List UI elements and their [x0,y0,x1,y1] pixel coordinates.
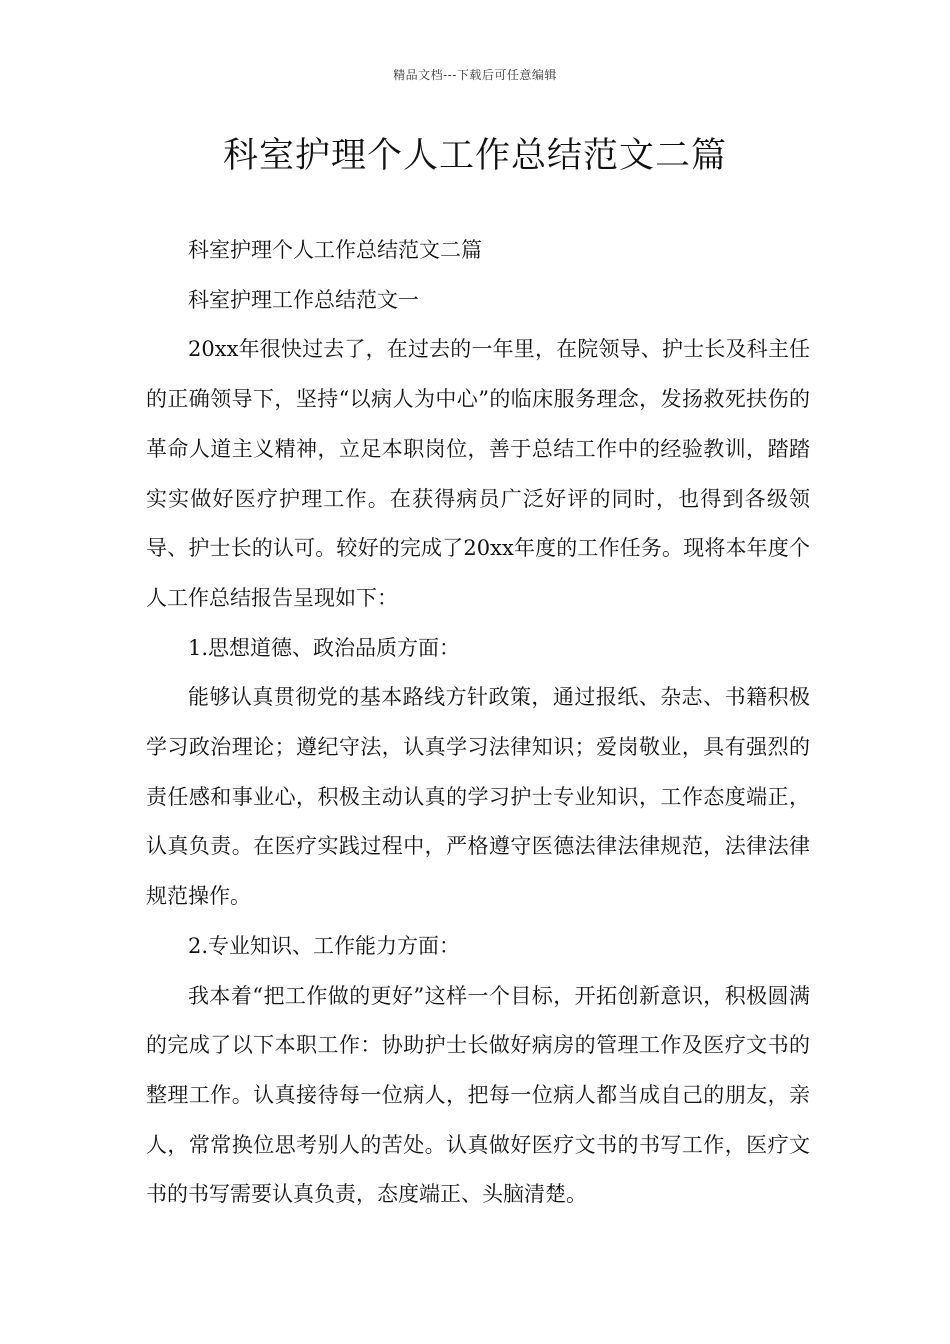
paragraph-skills: 我本着“把工作做的更好”这样一个目标，开拓创新意识，积极圆满的完成了以下本职工作：协助护士长做好病房的管理工作及医疗文书的整理工作。认真接待每一位病人，把每一位病人都当成自己的朋友，亲人，常常换位思考别人的苦处。认真做好医疗文书的书写工作，医疗文书的书写需要认真负责，态度端正、头脑清楚。 [146,983,810,1207]
document-body [146,226,810,1220]
paragraph-heading-2: 2.专业知识、工作能力方面： [188,933,461,958]
paragraph-heading-1: 1.思想道德、政治品质方面： [188,635,461,660]
paragraph-section-heading: 科室护理工作总结范文一 [188,287,419,312]
paragraph-intro: 20xx年很快过去了，在过去的一年里，在院领导、护士长及科主任的正确领导下，坚持“以病人为中心”的临床服务理念，发扬救死扶伤的革命人道主义精神，立足本职岗位，善于总结工作中的经验教训，踏踏实实做好医疗护理工作。在获得病员广泛好评的同时，也得到各级领导、护士长的认可。较好的完成了20xx年度的工作任务。现将本年度个人工作总结报告呈现如下： [146,337,810,610]
paragraph-subtitle: 科室护理个人工作总结范文二篇 [188,238,482,262]
document-title: 科室护理个人工作总结范文二篇 [222,136,727,176]
header-note: 精品文档---下载后可任意编辑 [393,68,557,82]
paragraph-ethics: 能够认真贯彻党的基本路线方针政策，通过报纸、杂志、书籍积极学习政治理论；遵纪守法，认真学习法律知识；爱岗敬业，具有强烈的责任感和事业心，积极主动认真的学习护士专业知识，工作态度端正，认真负责。在医疗实践过程中，严格遵守医德法律法律规范，法律法律规范操作。 [146,685,810,909]
